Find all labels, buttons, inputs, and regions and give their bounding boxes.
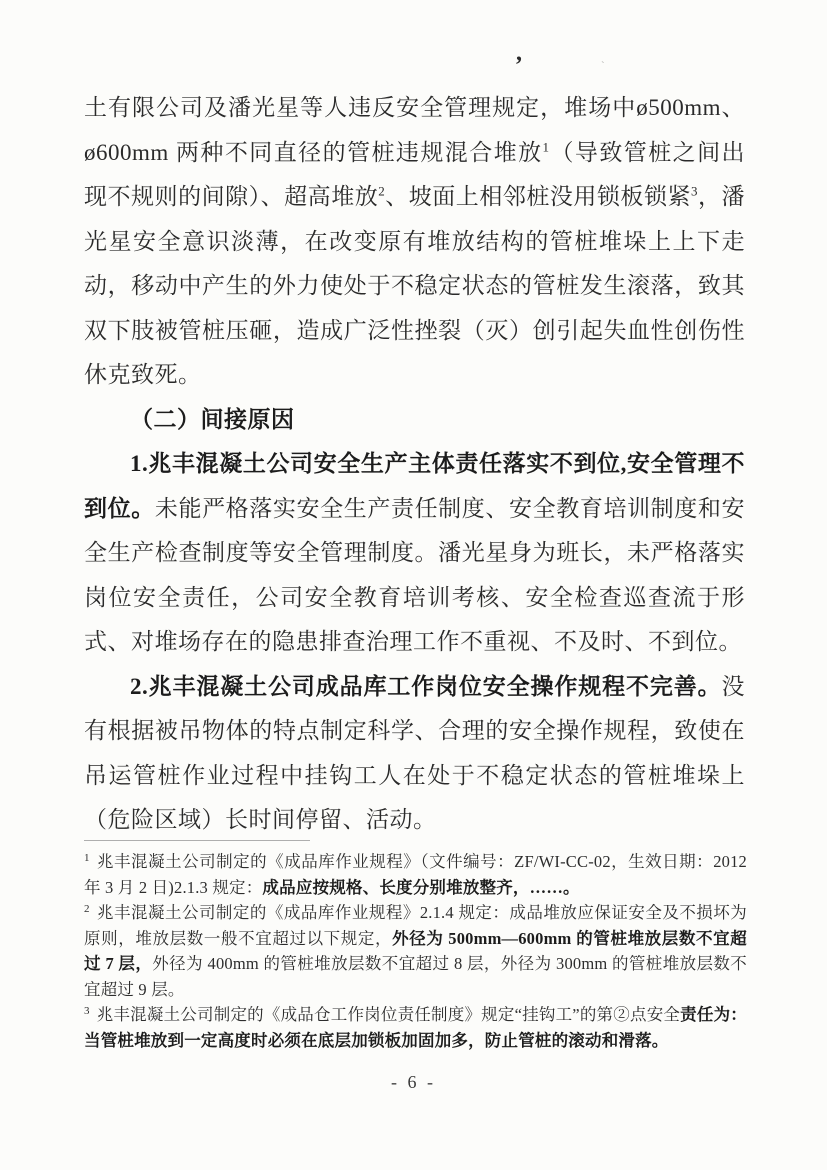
footnote-3 — [84, 1002, 747, 1053]
paragraph-1-text: 未能严格落实安全生产责任制度、安全教育培训制度和安全生产检查制度等安全管理制度。潘光星身为班长，未严格落实岗位安全责任，公司安全教育培训考核、安全检查巡查流于形式、对堆场存在的隐患排查治理工作不重视、不及时、不到位。 — [84, 495, 746, 654]
footnote-3-marker: 3 — [84, 1004, 90, 1017]
footnote-ref-2: 2 — [378, 183, 386, 199]
body-text: 土有限公司及潘光星等人违反安全管理规定，堆场中ø500mm、ø600mm 两种不同直径的管桩违规混合堆放 — [84, 95, 745, 165]
paragraph-continuation — [84, 86, 745, 398]
page-number: - 6 - — [391, 1072, 436, 1092]
footnote-1-bold: 成品应按规格、长度分别堆放整齐，……。 — [262, 877, 580, 897]
footnote-2 — [84, 900, 747, 1002]
body-text: （导致管桩之间出现不规则的间隙）、超高堆放 — [84, 139, 746, 209]
footnote-2-bold: 外径为 500mm—600mm 的管桩堆放层数不宜超过 7 层， — [84, 928, 747, 973]
footnote-2-text: 兆丰混凝土公司制定的《成品库作业规程》2.1.4 规定：成品堆放应保证安全及不损坏为原则，堆放层数一般不宜超过以下规定， — [84, 903, 747, 948]
paragraph-2 — [84, 665, 745, 843]
footnote-ref-3: 3 — [690, 183, 698, 199]
paragraph-1-bold-lead: 1.兆丰混凝土公司安全生产主体责任落实不到位,安全管理不到位。 — [84, 451, 745, 521]
footnote-3-bold: 责任为：当管桩堆放到一定高度时必须在底层加锁板加固加多，防止管桩的滚动和滑落。 — [84, 1005, 747, 1050]
footnote-2-tail: 外径为 400mm 的管桩堆放层数不宜超过 8 层，外径为 300mm 的管桩堆放层数不宜超过 9 层。 — [84, 954, 748, 999]
footnote-3-text: 兆丰混凝土公司制定的《成品仓工作岗位责任制度》规定“挂钩工”的第②点安全 — [96, 1005, 681, 1024]
paragraph-2-text: 没有根据被吊物体的特点制定科学、合理的安全操作规程，致使在吊运管桩作业过程中挂钩工人在处于不稳定状态的管桩堆垛上（危险区域）长时间停留、活动。 — [84, 673, 745, 832]
section-heading-indirect-causes: （二）间接原因 — [130, 406, 295, 432]
footnote-1 — [84, 849, 747, 900]
footnote-separator — [84, 840, 310, 841]
footnote-ref-1: 1 — [542, 138, 550, 154]
body-text: 、坡面上相邻桩没用锁板锁紧 — [385, 184, 691, 209]
body-text: ，潘光星安全意识淡薄，在改变原有堆放结构的管桩堆垛上上下走动，移动中产生的外力使处于不稳定状态的管桩发生滚落，致其双下肢被管桩压砸，造成广泛性挫裂（灭）创引起失血性创伤性休克致死。 — [84, 184, 746, 387]
footnote-1-text: 兆丰混凝土公司制定的《成品库作业规程》（文件编号：ZF/WI-CC-02，生效日期：2012 年 3 月 2 日)2.1.3 规定： — [84, 852, 747, 897]
scan-artifact-comma: , — [516, 40, 522, 66]
document-body — [84, 86, 745, 843]
footnotes-section — [84, 840, 747, 1053]
paragraph-2-bold-lead: 2.兆丰混凝土公司成品库工作岗位安全操作规程不完善。 — [130, 673, 722, 699]
footnote-1-marker: 1 — [84, 851, 90, 864]
scan-artifact-dot: ` — [601, 60, 605, 72]
footnote-2-marker: 2 — [84, 902, 90, 915]
paragraph-1 — [84, 442, 745, 665]
